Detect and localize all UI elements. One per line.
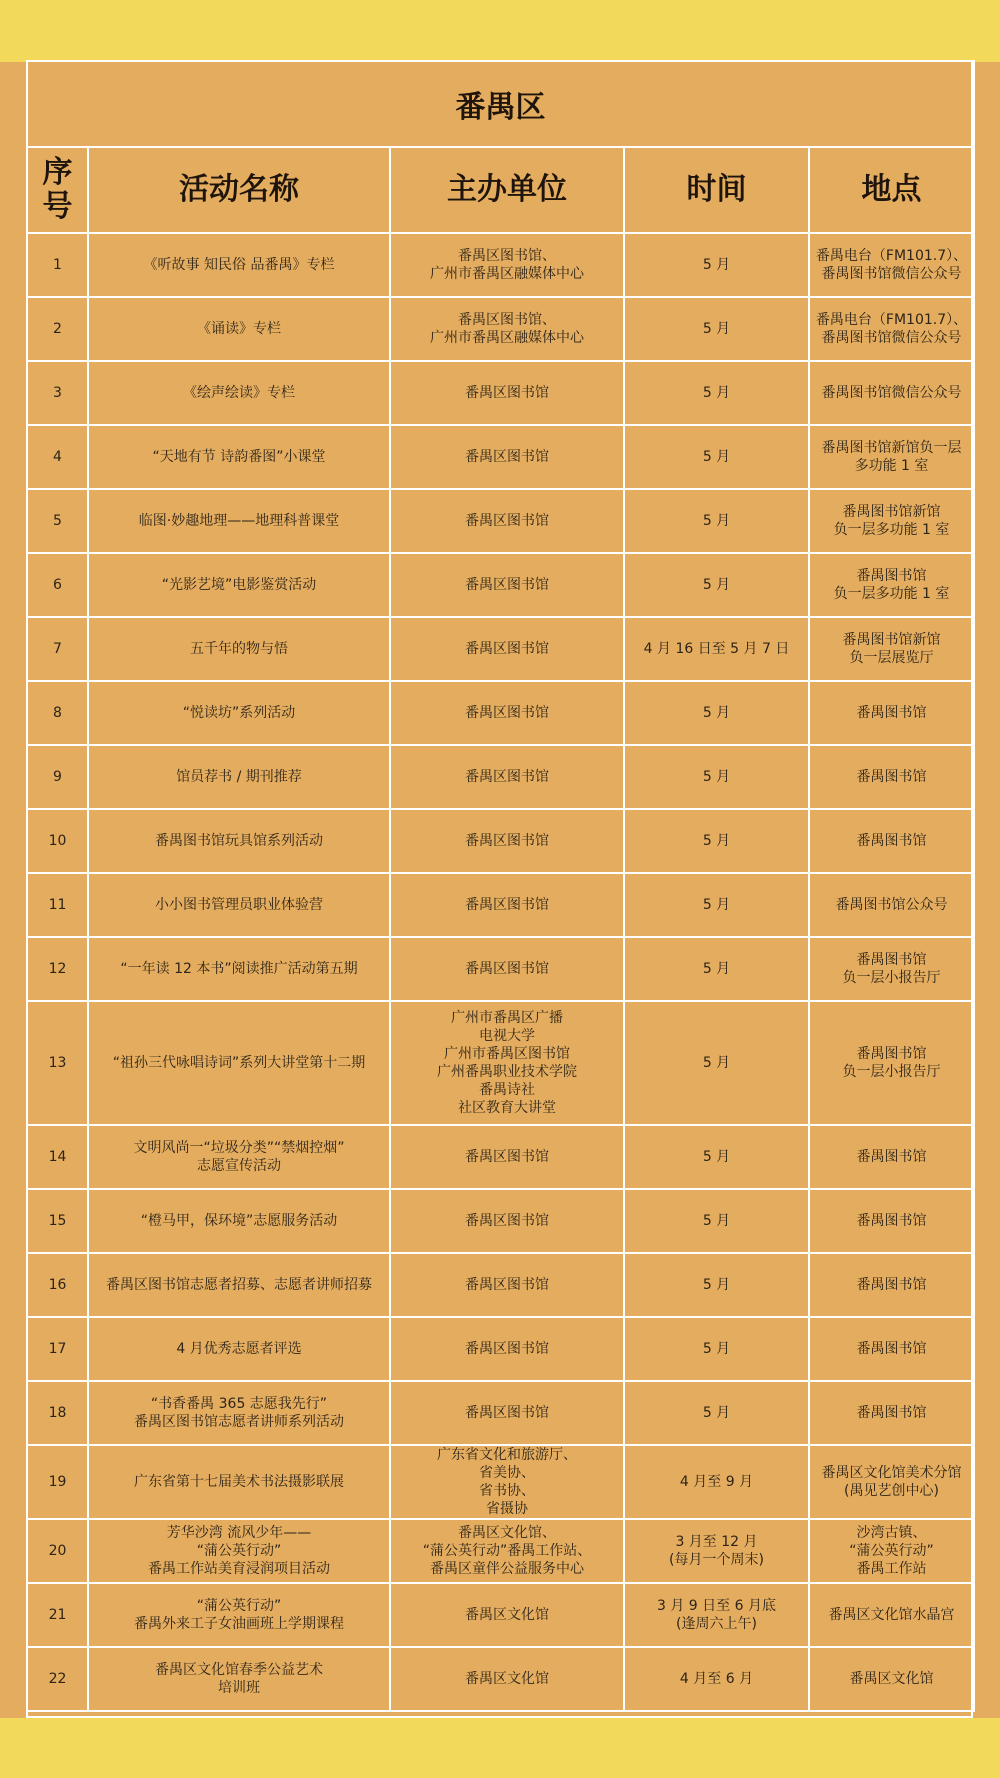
- cell-activity-name-line: 志愿宣传活动: [197, 1158, 281, 1174]
- table-frame: [26, 60, 973, 1718]
- cell-activity-name-line: “光影艺境”电影鉴赏活动: [161, 577, 317, 593]
- cell-place-line: 番禺图书馆: [856, 833, 927, 849]
- cell-time-line: 5 月: [702, 769, 731, 785]
- cell-number: 11: [27, 873, 88, 937]
- cell-place-line: 番禺图书馆: [856, 769, 927, 785]
- cell-activity-name-line: “祖孙三代咏唱诗词”系列大讲堂第十二期: [112, 1055, 366, 1071]
- cell-number: 20: [27, 1519, 88, 1583]
- cell-time-line: 5 月: [702, 385, 731, 401]
- cell-place-line: 负一层展览厅: [849, 650, 934, 666]
- cell-time-line: 5 月: [702, 897, 731, 913]
- cell-organizer-line: 番禺区图书馆: [465, 833, 549, 849]
- cell-time-line: 5 月: [702, 1277, 731, 1293]
- cell-place-line: 番禺工作站: [856, 1561, 927, 1577]
- cell-time-line: 5 月: [702, 705, 731, 721]
- cell-number: 8: [27, 681, 88, 745]
- cell-place-line: 负一层多功能 1 室: [833, 522, 950, 538]
- cell-number: 10: [27, 809, 88, 873]
- cell-activity-name-line: 《听故事 知民俗 品番禺》专栏: [143, 257, 335, 273]
- cell-number: 5: [27, 489, 88, 553]
- cell-place-line: 番禺图书馆: [856, 952, 927, 968]
- cell-number: 15: [27, 1189, 88, 1253]
- cell-organizer-line: 广州市番禺区融媒体中心: [430, 330, 584, 346]
- cell-organizer-line: 社区教育大讲堂: [458, 1100, 556, 1116]
- cell-activity-name-line: 《绘声绘读》专栏: [183, 385, 295, 401]
- cell-activity-name-line: “一年读 12 本书”阅读推广活动第五期: [120, 961, 358, 977]
- cell-number: 3: [27, 361, 88, 425]
- cell-activity-name-line: 五千年的物与悟: [190, 641, 288, 657]
- cell-organizer-line: 番禺区图书馆: [465, 705, 549, 721]
- cell-activity-name-line: 番禺工作站美育浸润项目活动: [148, 1561, 330, 1577]
- cell-time-line: 5 月: [702, 833, 731, 849]
- cell-organizer-line: 电视大学: [479, 1028, 535, 1044]
- cell-number: 22: [27, 1647, 88, 1711]
- cell-place-line: 番禺图书馆新馆: [842, 632, 941, 648]
- cell-time-line: (逢周六上午): [676, 1616, 757, 1632]
- cell-place-line: 番禺图书馆: [856, 705, 927, 721]
- cell-organizer-line: 省美协、: [479, 1465, 535, 1481]
- cell-organizer-line: 番禺诗社: [479, 1082, 535, 1098]
- cell-time-line: 4 月 16 日至 5 月 7 日: [643, 641, 790, 657]
- cell-organizer-line: 番禺区图书馆: [465, 641, 549, 657]
- cell-place-line: 番禺图书馆: [856, 1405, 927, 1421]
- cell-organizer-line: 省书协、: [479, 1483, 535, 1499]
- cell-number: 4: [27, 425, 88, 489]
- cell-place-line: 番禺图书馆: [856, 1149, 927, 1165]
- cell-activity-name-line: 培训班: [218, 1680, 260, 1696]
- cell-time-line: 3 月 9 日至 6 月底: [657, 1598, 776, 1614]
- cell-organizer-line: 番禺区图书馆: [465, 1213, 549, 1229]
- cell-place-line: 番禺图书馆: [856, 1341, 927, 1357]
- cell-activity-name-line: “书香番禺 365 志愿我先行”: [150, 1396, 328, 1412]
- cell-organizer-line: 番禺区文化馆: [465, 1607, 549, 1623]
- cell-activity-name-line: “蒲公英行动”: [196, 1598, 282, 1614]
- cell-number: 9: [27, 745, 88, 809]
- cell-organizer-line: 广州市番禺区广播: [451, 1010, 563, 1026]
- cell-activity-name-line: “橙马甲，保环境”志愿服务活动: [140, 1213, 338, 1229]
- cell-place-line: 番禺图书馆微信公众号: [821, 385, 962, 401]
- cell-place-line: 番禺图书馆新馆: [842, 504, 941, 520]
- cell-place-line: 番禺图书馆: [856, 1046, 927, 1062]
- top-band: [0, 0, 1000, 62]
- cell-time-line: 5 月: [702, 577, 731, 593]
- cell-organizer-line: 番禺区图书馆: [465, 1277, 549, 1293]
- cell-place-line: 番禺图书馆公众号: [835, 897, 948, 913]
- cell-activity-name-line: 4 月优秀志愿者评选: [176, 1341, 302, 1357]
- cell-time-line: 5 月: [702, 257, 731, 273]
- cell-number: 16: [27, 1253, 88, 1317]
- cell-place-line: 番禺区文化馆美术分馆: [821, 1465, 962, 1481]
- cell-place-line: 番禺区文化馆水晶宫: [828, 1607, 955, 1623]
- cell-place-line: 番禺图书馆微信公众号: [821, 266, 962, 282]
- cell-organizer-line: “蒲公英行动”番禺工作站、: [422, 1543, 592, 1559]
- cell-place-line: 番禺图书馆微信公众号: [821, 330, 962, 346]
- cell-number: 18: [27, 1381, 88, 1445]
- cell-time-line: 3 月至 12 月: [675, 1534, 758, 1550]
- cell-time-line: 4 月至 9 月: [679, 1474, 754, 1490]
- cell-activity-name-line: “天地有节 诗韵番图”小课堂: [152, 449, 326, 465]
- cell-activity-name-line: “悦读坊”系列活动: [182, 705, 296, 721]
- cell-place-line: 番禺图书馆: [856, 1213, 927, 1229]
- header-org: 主办单位: [390, 147, 624, 233]
- cell-activity-name-line: 番禺区文化馆春季公益艺术: [155, 1662, 323, 1678]
- header-seq-char-2: 号: [42, 189, 73, 224]
- cell-place-line: 负一层小报告厅: [842, 970, 941, 986]
- table-title: 番禺区: [27, 61, 974, 147]
- cell-place-line: “蒲公英行动”: [849, 1543, 934, 1559]
- cell-activity-name-line: 芳华沙湾 流风少年——: [166, 1525, 312, 1541]
- cell-time-line: 5 月: [702, 321, 731, 337]
- cell-place-line: 负一层多功能 1 室: [833, 586, 950, 602]
- cell-place-line: 沙湾古镇、: [856, 1525, 927, 1541]
- cell-place-line: 多功能 1 室: [854, 458, 929, 474]
- cell-organizer-line: 番禺区图书馆: [465, 961, 549, 977]
- cell-organizer-line: 番禺区图书馆、: [458, 312, 556, 328]
- cell-place-line: 负一层小报告厅: [842, 1064, 941, 1080]
- cell-activity-name-line: 小小图书管理员职业体验营: [155, 897, 323, 913]
- cell-organizer-line: 番禺区图书馆: [465, 769, 549, 785]
- cell-organizer-line: 番禺区文化馆、: [458, 1525, 556, 1541]
- cell-time-line: 5 月: [702, 1149, 731, 1165]
- cell-activity-name-line: 《诵读》专栏: [197, 321, 281, 337]
- cell-place-line: (禺见艺创中心): [844, 1483, 939, 1499]
- cell-place-line: 番禺区文化馆: [849, 1671, 934, 1687]
- cell-organizer-line: 番禺区图书馆: [465, 1341, 549, 1357]
- cell-activity-name-line: “蒲公英行动”: [196, 1543, 282, 1559]
- cell-time-line: (每月一个周末): [669, 1552, 764, 1568]
- cell-number: 21: [27, 1583, 88, 1647]
- cell-organizer-line: 番禺区图书馆、: [458, 248, 556, 264]
- cell-time-line: 5 月: [702, 1213, 731, 1229]
- cell-organizer-line: 番禺区图书馆: [465, 1405, 549, 1421]
- header-seq-char-1: 序: [42, 155, 73, 190]
- cell-time-line: 5 月: [702, 1405, 731, 1421]
- cell-place-line: 番禺图书馆: [856, 568, 927, 584]
- cell-activity-name-line: 番禺图书馆玩具馆系列活动: [155, 833, 323, 849]
- cell-organizer-line: 广东省文化和旅游厅、: [437, 1447, 577, 1463]
- cell-number: 17: [27, 1317, 88, 1381]
- cell-organizer-line: 番禺区童伴公益服务中心: [430, 1561, 584, 1577]
- cell-organizer-line: 番禺区图书馆: [465, 513, 549, 529]
- cell-organizer-line: 广州市番禺区图书馆: [444, 1046, 570, 1062]
- cell-number: 6: [27, 553, 88, 617]
- cell-number: 1: [27, 233, 88, 297]
- cell-number: 12: [27, 937, 88, 1001]
- cell-time-line: 5 月: [702, 1341, 731, 1357]
- cell-time-line: 4 月至 6 月: [679, 1671, 754, 1687]
- cell-time-line: 5 月: [702, 449, 731, 465]
- cell-time-line: 5 月: [702, 1055, 731, 1071]
- cell-organizer-line: 番禺区图书馆: [465, 897, 549, 913]
- cell-place-line: 番禺图书馆新馆负一层: [821, 440, 962, 456]
- cell-organizer-line: 番禺区文化馆: [465, 1671, 549, 1687]
- cell-activity-name-line: 番禺外来工子女油画班上学期课程: [134, 1616, 344, 1632]
- cell-activity-name-line: 临图·妙趣地理——地理科普课堂: [138, 513, 340, 529]
- cell-activity-name-line: 番禺区图书馆志愿者招募、志愿者讲师招募: [106, 1277, 372, 1293]
- cell-place-line: 番禺图书馆: [856, 1277, 927, 1293]
- cell-place-line: 番禺电台（FM101.7）、: [815, 312, 968, 328]
- cell-organizer-line: 番禺区图书馆: [465, 577, 549, 593]
- cell-organizer-line: 番禺区图书馆: [465, 1149, 549, 1165]
- header-time: 时间: [624, 147, 809, 233]
- header-place: 地点: [809, 147, 974, 233]
- cell-activity-name-line: 文明风尚一“垃圾分类”“禁烟控烟”: [133, 1140, 345, 1156]
- bottom-band: [0, 1718, 1000, 1778]
- cell-organizer-line: 番禺区图书馆: [465, 449, 549, 465]
- cell-activity-name-line: 番禺区图书馆志愿者讲师系列活动: [134, 1414, 344, 1430]
- cell-time-line: 5 月: [702, 513, 731, 529]
- cell-organizer-line: 省摄协: [486, 1501, 528, 1517]
- cell-place-line: 番禺电台（FM101.7）、: [815, 248, 968, 264]
- cell-organizer-line: 番禺区图书馆: [465, 385, 549, 401]
- cell-number: 13: [27, 1001, 88, 1125]
- cell-number: 7: [27, 617, 88, 681]
- cell-number: 14: [27, 1125, 88, 1189]
- cell-number: 2: [27, 297, 88, 361]
- cell-organizer-line: 广州番禺职业技术学院: [437, 1064, 577, 1080]
- cell-time-line: 5 月: [702, 961, 731, 977]
- cell-activity-name-line: 馆员荐书 / 期刊推荐: [176, 769, 302, 785]
- cell-organizer-line: 广州市番禺区融媒体中心: [430, 266, 584, 282]
- cell-activity-name-line: 广东省第十七届美术书法摄影联展: [134, 1474, 344, 1490]
- header-name: 活动名称: [88, 147, 390, 233]
- cell-number: 19: [27, 1445, 88, 1519]
